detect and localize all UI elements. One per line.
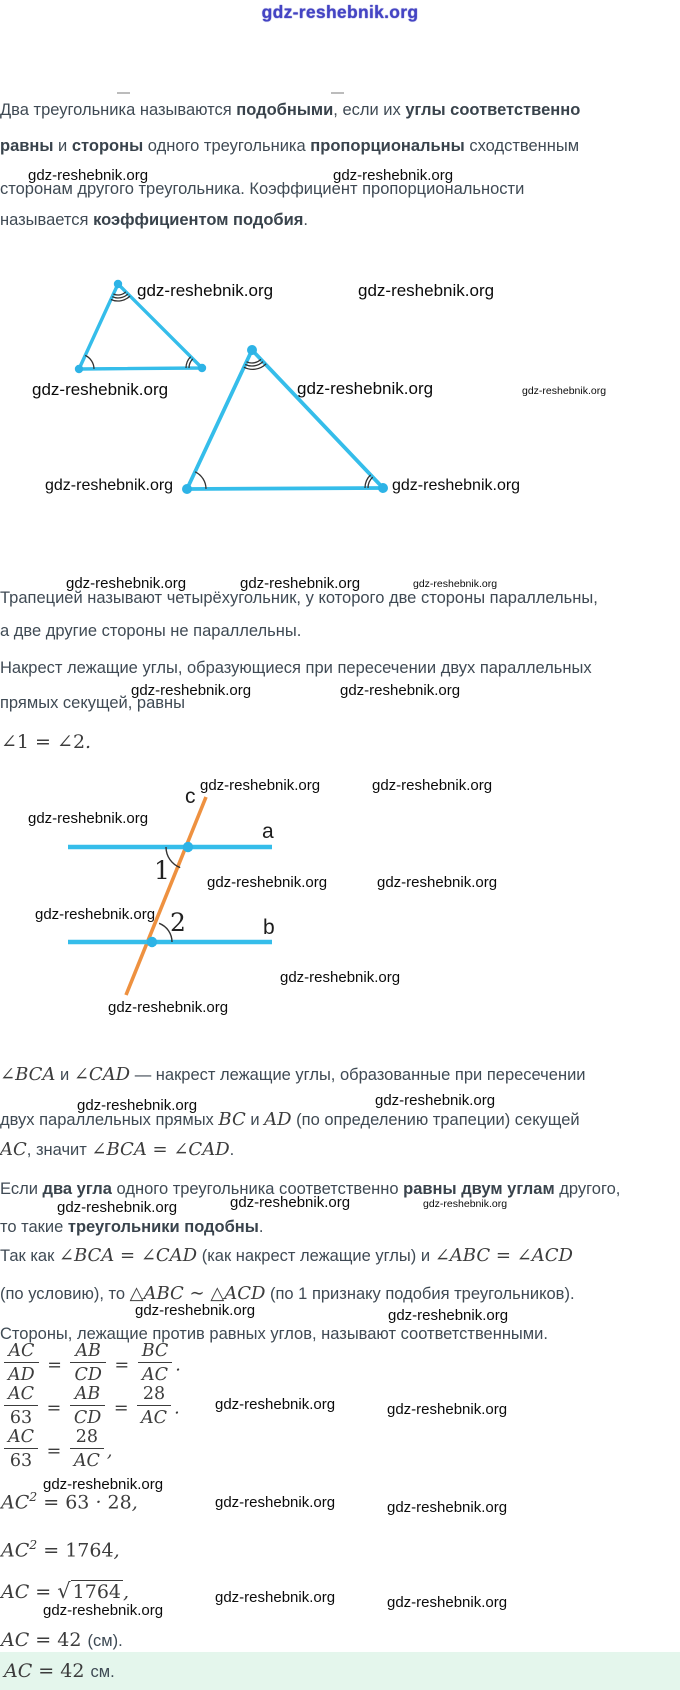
theory-line: (по условию), то △ABC ∼ △ACD (по 1 признаку подобия треугольников). bbox=[0, 1283, 575, 1304]
line-b-label: b bbox=[263, 916, 275, 939]
math-inline: = bbox=[41, 1355, 68, 1376]
watermark: gdz-reshebnik.org bbox=[387, 1594, 508, 1611]
math-inline: ∠BCA = ∠CAD bbox=[58, 1245, 198, 1266]
watermark: gdz-reshebnik.org bbox=[32, 380, 169, 399]
vertex-dot bbox=[198, 364, 206, 372]
watermark: gdz-reshebnik.org bbox=[215, 1396, 336, 1413]
fraction bbox=[4, 1383, 38, 1428]
theory-line: Накрест лежащие углы, образующиеся при пересечении двух параллельных bbox=[0, 659, 592, 677]
math-inline: ∠BCA bbox=[0, 1064, 56, 1085]
math-inline: = bbox=[41, 1441, 67, 1462]
watermark: gdz-reshebnik.org bbox=[423, 1198, 508, 1210]
theory-line: двух параллельных прямых BC и AD (по определению трапеции) секущей bbox=[0, 1109, 580, 1130]
watermark: gdz-reshebnik.org bbox=[200, 777, 321, 794]
math-inline: 63 bbox=[9, 1408, 33, 1428]
watermark: gdz-reshebnik.org bbox=[372, 777, 493, 794]
math-inline: AC = 42 bbox=[4, 1660, 85, 1682]
math-inline: AD bbox=[8, 1365, 35, 1385]
math-inline: 63 bbox=[9, 1451, 33, 1471]
final-answer: AC = 42 см. bbox=[4, 1660, 115, 1682]
watermark: gdz-reshebnik.org bbox=[131, 682, 252, 699]
theory-line: Если два угла одного треугольника соответственно равны двум углам другого, bbox=[0, 1180, 621, 1198]
theory-line: сторонам другого треугольника. Коэффициент пропорциональности bbox=[0, 180, 525, 198]
math-inline: . bbox=[175, 1355, 181, 1376]
watermark: gdz-reshebnik.org bbox=[340, 682, 461, 699]
answer-box bbox=[0, 1652, 680, 1690]
watermark: gdz-reshebnik.org bbox=[45, 477, 174, 494]
math-inline: AC bbox=[8, 1384, 35, 1404]
watermark: gdz-reshebnik.org bbox=[240, 575, 361, 592]
left-angle-mark-single bbox=[195, 472, 206, 489]
math-inline: . bbox=[174, 1398, 180, 1419]
large-triangle-outline bbox=[187, 350, 383, 489]
math-inline: AC bbox=[8, 1341, 35, 1361]
watermark: gdz-reshebnik.org bbox=[28, 167, 149, 184]
math-inline: = 63 · 28, bbox=[37, 1491, 138, 1514]
watermark: gdz-reshebnik.org bbox=[387, 1401, 508, 1418]
math-inline: BC bbox=[218, 1109, 246, 1130]
math-inline: 28 bbox=[142, 1384, 166, 1404]
fraction bbox=[137, 1383, 171, 1428]
equation-ac-squared-value: $AC^2 = 1764$, bbox=[1, 1537, 120, 1562]
left-angle-mark-single bbox=[85, 355, 94, 369]
math-inline: AB bbox=[74, 1384, 101, 1404]
math-inline: AC bbox=[0, 1139, 27, 1160]
image-artifact-dash bbox=[331, 92, 344, 94]
math-inline: AC bbox=[141, 1408, 168, 1428]
math-inline: AC bbox=[8, 1427, 35, 1447]
math-inline: △ABC ∼ △ACD bbox=[129, 1283, 266, 1304]
math-inline: = bbox=[108, 1355, 135, 1376]
theory-line: Два треугольника называются подобными, если их углы соответственно bbox=[0, 101, 581, 119]
watermark: gdz-reshebnik.org bbox=[135, 1302, 256, 1319]
watermark: gdz-reshebnik.org bbox=[43, 1602, 164, 1619]
theory-line: ∠BCA и ∠CAD — накрест лежащие углы, образованные при пересечении bbox=[0, 1064, 586, 1085]
fraction bbox=[70, 1383, 105, 1428]
math-inline: , bbox=[106, 1441, 113, 1462]
watermark: gdz-reshebnik.org bbox=[57, 1199, 178, 1216]
proportion-general bbox=[1, 1343, 181, 1388]
watermark: gdz-reshebnik.org bbox=[230, 1194, 351, 1211]
watermark: gdz-reshebnik.org bbox=[377, 874, 498, 891]
watermark: gdz-reshebnik.org bbox=[387, 1499, 508, 1516]
watermark: gdz-reshebnik.org bbox=[28, 810, 149, 827]
angle-2-label: 2 bbox=[170, 908, 186, 937]
equation-ac-squared-product: $AC^2 = 63 \cdot 28$, bbox=[1, 1489, 138, 1514]
fraction bbox=[4, 1426, 38, 1471]
proportion-reduced bbox=[1, 1429, 112, 1474]
watermark: gdz-reshebnik.org bbox=[43, 1476, 164, 1493]
image-artifact-dash bbox=[117, 92, 130, 94]
vertex-dot bbox=[247, 345, 257, 355]
math-inline: , bbox=[123, 1581, 130, 1603]
math-inline: ∠CAD bbox=[73, 1064, 131, 1085]
math-inline: AC bbox=[73, 1451, 100, 1471]
math-inline: = bbox=[108, 1398, 135, 1419]
large-triangle bbox=[182, 345, 388, 494]
theory-line: прямых секущей, равны bbox=[0, 694, 186, 712]
fraction bbox=[138, 1340, 173, 1385]
equation-ac-root bbox=[1, 1579, 129, 1603]
math-inline: ∠ABC = ∠ACD bbox=[434, 1245, 573, 1266]
fraction bbox=[70, 1340, 105, 1385]
watermark: gdz-reshebnik.org bbox=[137, 281, 274, 300]
math-inline: AC bbox=[141, 1365, 168, 1385]
vertex-dot bbox=[378, 483, 388, 493]
math-inline: AC bbox=[1, 1491, 30, 1514]
math-inline: BC bbox=[141, 1341, 169, 1361]
intersection-dot bbox=[183, 842, 193, 852]
math-inline: = 1764, bbox=[37, 1539, 120, 1562]
watermark: gdz-reshebnik.org bbox=[108, 999, 229, 1016]
math-inline: AB bbox=[75, 1341, 101, 1361]
watermark: gdz-reshebnik.org bbox=[375, 1092, 496, 1109]
math-inline: ∠1 = ∠2. bbox=[1, 731, 92, 753]
fraction bbox=[4, 1340, 39, 1385]
watermark: gdz-reshebnik.org bbox=[392, 477, 521, 494]
watermark: gdz-reshebnik.org bbox=[66, 575, 187, 592]
watermark: gdz-reshebnik.org bbox=[215, 1589, 336, 1606]
watermark: gdz-reshebnik.org bbox=[35, 906, 156, 923]
site-header-watermark: gdz-reshebnik.org bbox=[261, 2, 419, 22]
theory-line: Стороны, лежащие против равных углов, называют соответственными. bbox=[0, 1325, 548, 1343]
vertex-dot bbox=[75, 365, 83, 373]
watermark: gdz-reshebnik.org bbox=[358, 281, 495, 300]
watermark: gdz-reshebnik.org bbox=[207, 874, 328, 891]
math-inline: AC = 42 bbox=[1, 1629, 82, 1651]
watermark: gdz-reshebnik.org bbox=[215, 1494, 336, 1511]
radical-sign: √ bbox=[57, 1579, 71, 1603]
watermark: gdz-reshebnik.org bbox=[388, 1307, 509, 1324]
math-inline: AD bbox=[264, 1109, 292, 1130]
vertex-dot bbox=[114, 280, 122, 288]
math-inline: = bbox=[41, 1398, 67, 1419]
watermark: gdz-reshebnik.org bbox=[77, 1097, 198, 1114]
watermark: gdz-reshebnik.org bbox=[522, 385, 607, 397]
math-inline: AC = bbox=[1, 1581, 58, 1603]
theory-line: то такие треугольники подобны. bbox=[0, 1218, 264, 1236]
watermark: gdz-reshebnik.org bbox=[280, 969, 401, 986]
math-inline: 28 bbox=[75, 1427, 98, 1447]
watermark: gdz-reshebnik.org bbox=[297, 379, 434, 398]
theory-line: Трапецией называют четырёхугольник, у которого две стороны параллельны, bbox=[0, 589, 598, 607]
watermark: gdz-reshebnik.org bbox=[413, 578, 498, 590]
line-a-label: a bbox=[262, 820, 274, 843]
proportion-values bbox=[1, 1386, 180, 1431]
theory-line: AC, значит ∠BCA = ∠CAD. bbox=[0, 1139, 235, 1160]
line-c-label: c bbox=[185, 785, 196, 808]
math-inline: CD bbox=[74, 1365, 102, 1385]
math-inline: CD bbox=[73, 1408, 102, 1428]
watermark: gdz-reshebnik.org bbox=[333, 167, 454, 184]
angle-1-label: 1 bbox=[154, 856, 170, 885]
theory-line: равны и стороны одного треугольника пропорциональны сходственным bbox=[0, 137, 580, 155]
math-inline: 1764 bbox=[72, 1581, 122, 1603]
math-inline: AC bbox=[1, 1539, 30, 1562]
intersection-dot bbox=[147, 937, 157, 947]
equation-ac-result: AC = 42 (см). bbox=[1, 1629, 123, 1651]
theory-line: называется коэффициентом подобия. bbox=[0, 211, 308, 229]
vertex-dot bbox=[182, 484, 192, 494]
theory-line: Так как ∠BCA = ∠CAD (как накрест лежащие углы) и ∠ABC = ∠ACD bbox=[0, 1245, 573, 1266]
angle-equality-formula bbox=[1, 731, 91, 753]
math-inline: ∠BCA = ∠CAD bbox=[91, 1139, 230, 1160]
fraction bbox=[70, 1426, 104, 1471]
theory-line: а две другие стороны не параллельны. bbox=[0, 622, 302, 640]
